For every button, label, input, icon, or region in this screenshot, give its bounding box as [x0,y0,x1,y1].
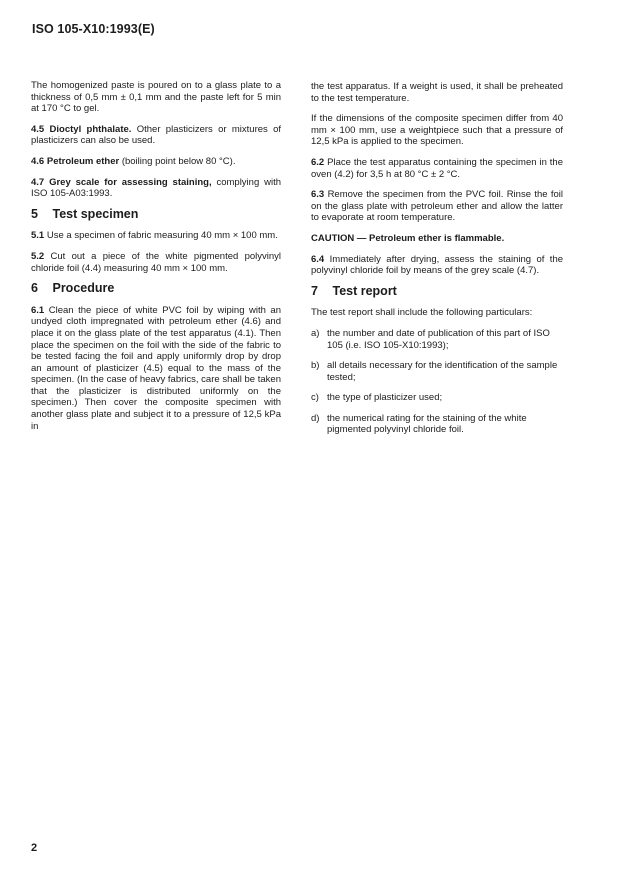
list-item [311,328,563,351]
clause-number: 4.5 [31,123,45,135]
section-title: Test specimen [52,206,139,221]
intro-paragraph: The homogenized paste is poured on to a glass plate to a thickness of 0,5 mm ± 0,1 mm and the paste left for 5 min at 170 °C to gel. [31,80,281,115]
clause-number: 6.4 [311,253,325,265]
section-5-heading [31,206,281,221]
right-column [311,81,563,445]
clause-4-6 [31,156,281,168]
list-item-text: all details necessary for the identification of the sample tested; [327,360,558,383]
clause-text: Remove the specimen from the PVC foil. Rinse the foil on the glass plate with petroleum ether and allow the latter to evaporate at room temperature. [311,189,564,224]
clause-text: complying with ISO 105-A03:1993. [31,176,281,200]
section-number: 7 [311,283,318,298]
clause-5-2 [31,251,281,274]
clause-6-4 [311,254,563,277]
clause-number: 6.2 [311,156,325,168]
report-intro: The test report shall include the following particulars: [311,307,533,319]
clause-number: 4.7 [31,176,45,188]
section-6-heading [31,283,281,295]
section-7-heading [311,283,563,298]
clause-text: Other plasticizers or mixtures of plasticizers can also be used. [31,123,282,147]
clause-6-1 [31,305,281,433]
list-item [311,413,563,436]
list-item [311,360,563,383]
clause-4-5 [31,124,281,147]
clause-6-2 [311,157,563,180]
clause-title: Dioctyl phthalate. [49,123,132,135]
document-header: ISO 105-X10:1993(E) [32,22,155,36]
section-title: Procedure [52,281,115,296]
clause-title: Petroleum ether [46,155,120,167]
clause-number: 5.2 [31,250,45,262]
clause-5-1 [31,230,281,242]
list-item [311,392,563,404]
clause-text: Use a specimen of fabric measuring 40 mm × 100 mm. [46,230,278,242]
list-marker: d) [311,412,320,424]
section-number: 5 [31,206,38,221]
continuation-paragraph: the test apparatus. If a weight is used, it shall be preheated to the test temperature. [311,81,563,104]
list-marker: c) [311,392,319,404]
clause-text: Immediately after drying, assess the staining of the polyvinyl chloride foil by means of the grey scale (4.7). [311,253,564,277]
page-number: 2 [31,842,38,854]
clause-number: 4.6 [31,155,45,167]
list-item-text: the type of plasticizer used; [327,392,443,404]
clause-6-3 [311,189,563,224]
section-number: 6 [31,281,38,296]
clause-title: Grey scale for assessing staining, [49,176,212,188]
clause-text: Cut out a piece of the white pigmented polyvinyl chloride foil (4.4) measuring 40 mm × 100 mm. [31,250,282,274]
list-item-text: the number and date of publication of this part of ISO 105 (i.e. ISO 105-X10:1993); [327,327,550,351]
clause-number: 5.1 [31,230,45,242]
clause-4-7 [31,177,281,200]
list-marker: a) [311,327,320,339]
report-items-list [311,328,563,436]
clause-text: Place the test apparatus containing the specimen in the oven (4.2) for 3,5 h at 80 °C ± 2 °C. [311,156,564,180]
clause-text: (boiling point below 80 °C). [121,155,236,167]
clause-text: Clean the piece of white PVC foil by wiping with an undyed cloth impregnated with petroleum ether (4.6) and place it on the glass plate of the test apparatus (4.1). Then place the specimen on the foil with the side of the fabric to be tested facing the foil and apply uniformly drop by drop an amount of plasticizer (4.5) equal to the mass of the specimen. (In the case of heavy fabrics, care shall be taken that the plasticizer is distributed uniformly on the specimen.) Then cover the composite specimen with another glass plate and subject it to a pressure of 12,5 kPa in [31,304,281,432]
caution-notice: CAUTION — Petroleum ether is flammable. [311,232,505,244]
dimensions-paragraph: If the dimensions of the composite specimen differ from 40 mm × 100 mm, use a weightpiece such that a pressure of 12,5 kPa is applied to the specimen. [311,113,563,148]
clause-number: 6.3 [311,189,325,201]
clause-number: 6.1 [31,304,45,316]
section-title: Test report [332,283,397,298]
left-column [31,80,281,441]
list-item-text: the numerical rating for the staining of the white pigmented polyvinyl chloride foil. [327,412,527,436]
list-marker: b) [311,360,320,372]
